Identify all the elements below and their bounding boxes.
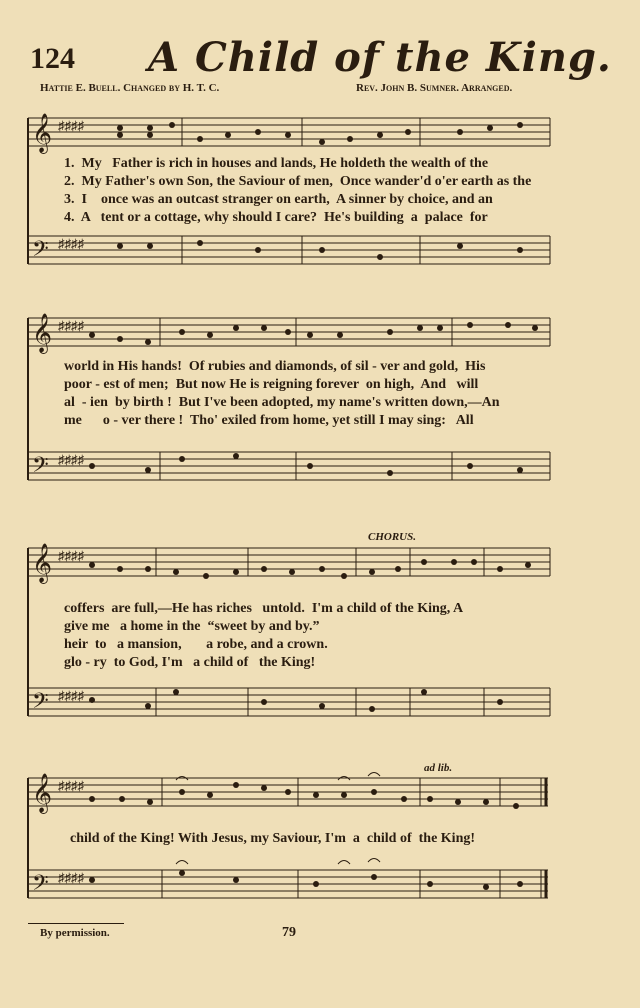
hymn-number: 124 <box>30 42 75 75</box>
lyric-line: me o - ver there ! Tho' exiled from home, yet still I may sing: All <box>64 413 474 428</box>
lyric-line: 3. I once was an outcast stranger on earth, A sinner by choice, and an <box>64 192 493 207</box>
svg-text:♯♯♯♯: ♯♯♯♯ <box>58 688 84 703</box>
hymn-title: A Child of the King. <box>148 34 612 81</box>
svg-text:𝄢: 𝄢 <box>32 871 49 901</box>
permission-note: By permission. <box>40 927 110 939</box>
lyricist-credit: Hattie E. Buell. Changed by H. T. C. <box>40 82 220 94</box>
system-4-lyrics <box>70 830 475 848</box>
lyric-line: poor - est of men; But now He is reigning forever on high, And will <box>64 377 479 392</box>
lyric-line: 2. My Father's own Son, the Saviour of men, Once wander'd o'er earth as the <box>64 174 532 189</box>
svg-text:♯♯♯♯: ♯♯♯♯ <box>58 318 84 333</box>
lyric-line: heir to a mansion, a robe, and a crown. <box>64 637 328 652</box>
svg-text:♯♯♯♯: ♯♯♯♯ <box>58 778 84 793</box>
svg-text:𝄢: 𝄢 <box>32 453 49 483</box>
svg-text:♯♯♯♯: ♯♯♯♯ <box>58 236 84 251</box>
page-number: 79 <box>282 925 296 940</box>
lyric-line: glo - ry to God, I'm a child of the King! <box>64 655 316 670</box>
lyric-line: 4. A tent or a cottage, why should I care? He's building a palace for <box>64 210 488 225</box>
ad-lib-marking: ad lib. <box>424 762 453 774</box>
system-1-lyrics <box>64 155 531 227</box>
lyric-line: 1. My Father is rich in houses and lands, He holdeth the wealth of the <box>64 156 489 171</box>
svg-text:♯♯♯♯: ♯♯♯♯ <box>58 452 84 467</box>
lyric-line: child of the King! With Jesus, my Saviour, I'm a child of the King! <box>70 831 476 846</box>
svg-text:𝄞: 𝄞 <box>32 313 53 353</box>
chorus-label: CHORUS. <box>368 531 416 543</box>
lyric-line: world in His hands! Of rubies and diamonds, of sil - ver and gold, His <box>64 359 486 374</box>
svg-text:𝄢: 𝄢 <box>32 689 49 719</box>
lyric-line: give me a home in the “sweet by and by.” <box>64 619 320 634</box>
lyric-line: al - ien by birth ! But I've been adopted, my name's written down,—An <box>64 395 500 410</box>
svg-text:𝄞: 𝄞 <box>32 773 53 813</box>
system-2-lyrics <box>64 358 500 430</box>
svg-text:𝄢: 𝄢 <box>32 237 49 267</box>
footer-rule <box>28 923 124 924</box>
svg-text:♯♯♯♯: ♯♯♯♯ <box>58 548 84 563</box>
svg-text:𝄞: 𝄞 <box>32 543 53 583</box>
svg-text:♯♯♯♯: ♯♯♯♯ <box>58 870 84 885</box>
composer-credit: Rev. John B. Sumner. Arranged. <box>356 82 513 94</box>
svg-text:𝄞: 𝄞 <box>32 113 53 153</box>
system-3-lyrics <box>64 600 463 672</box>
svg-text:♯♯♯♯: ♯♯♯♯ <box>58 118 84 133</box>
lyric-line: coffers are full,—He has riches untold. I'm a child of the King, A <box>64 601 464 616</box>
